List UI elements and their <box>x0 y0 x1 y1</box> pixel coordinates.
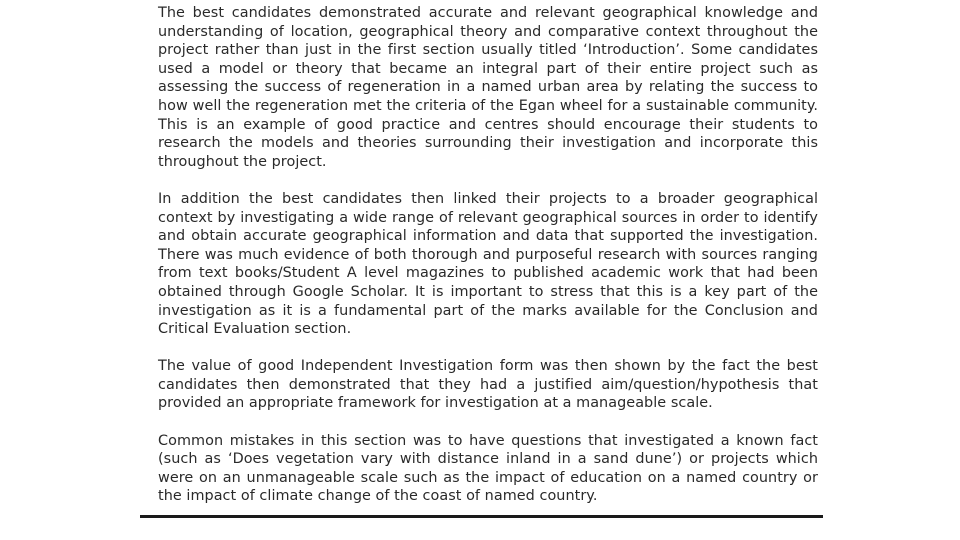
bottom-rule-divider <box>140 515 823 518</box>
paragraph-independent-investigation: The value of good Independent Investigation form was then shown by the fact the best candidates then demonstrated that they had a justified aim/question/hypothesis that provided an appropriate framework for investigation at a manageable scale. <box>158 358 818 412</box>
paragraph-common-mistakes: Common mistakes in this section was to have questions that investigated a known fact (such as ‘Does vegetation vary with distance inland in a sand dune’) or projects which were on an unmanageable scale such as the impact of education on a named country or the impact of climate change of the coast of named country. <box>158 432 818 505</box>
paragraph-best-candidates-knowledge: The best candidates demonstrated accurate and relevant geographical knowledge and understanding of location, geographical theory and comparative context throughout the project rather than just in the first section usually titled ‘Introduction’. Some candidates used a model or theory that became an integral part of their entire project such as assessing the success of regeneration in a named urban area by relating the success to how well the regeneration met the criteria of the Egan wheel for a sustainable community. This is an example of good practice and centres should encourage their students to research the models and theories surrounding their investigation and incorporate this throughout the project. <box>158 5 818 170</box>
paragraph-broader-context: In addition the best candidates then linked their projects to a broader geographical context by investigating a wide range of relevant geographical sources in order to identify and obtain accurate geographical information and data that supported the investigation. There was much evidence of both thorough and purposeful research with sources ranging from text books/Student A level magazines to published academic work that had been obtained through Google Scholar. It is important to stress that this is a key part of the investigation as it is a fundamental part of the marks available for the Conclusion and Critical Evaluation section. <box>158 190 818 338</box>
document-body <box>158 4 818 506</box>
